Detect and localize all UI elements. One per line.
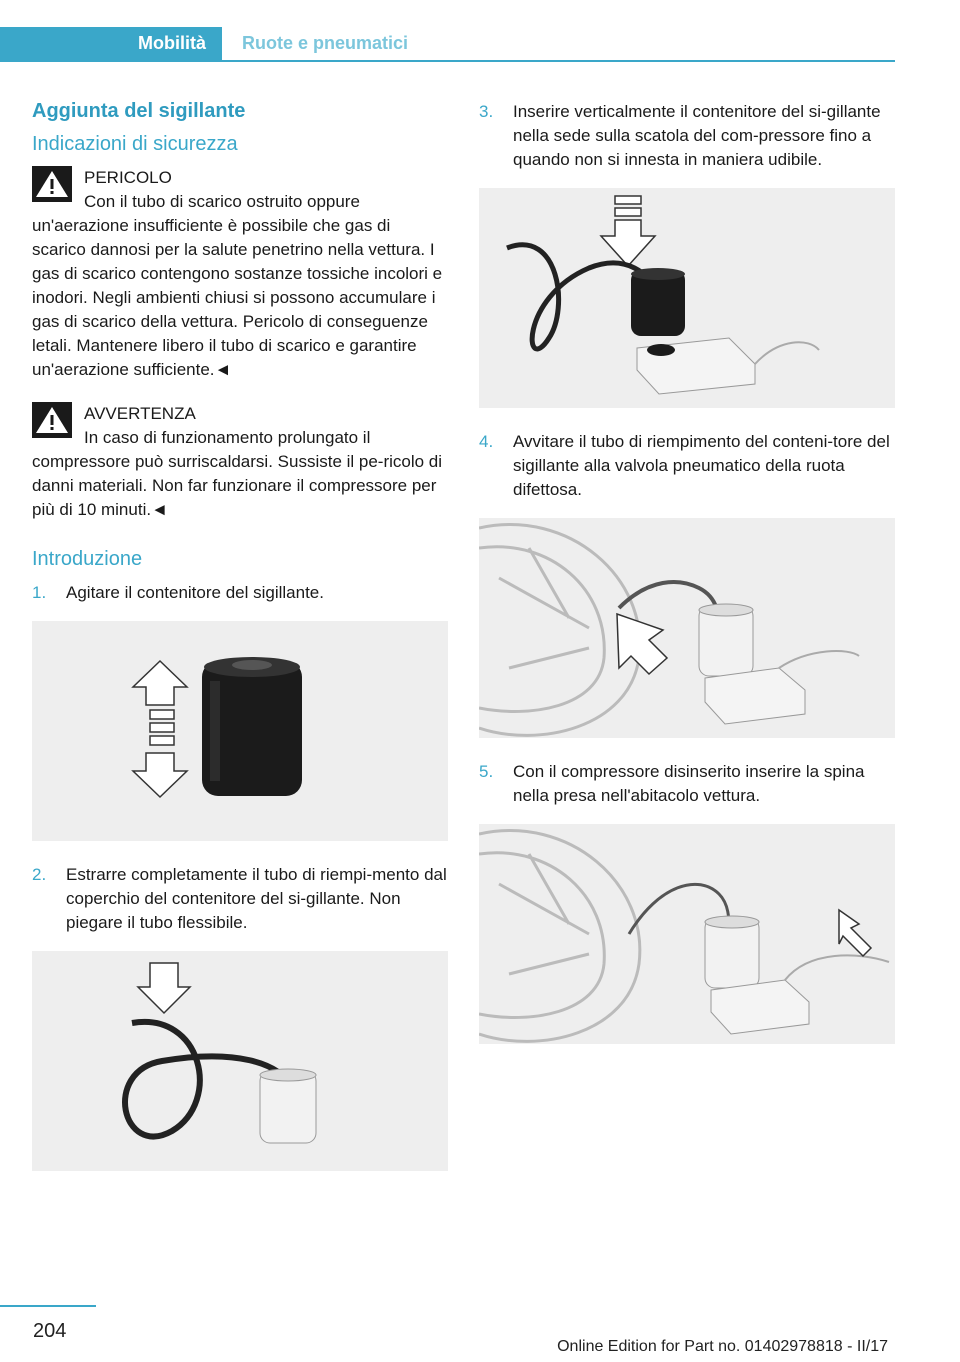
step-number: 5. [479,762,494,781]
sealant-bottle-icon [699,604,753,676]
step-item [479,430,895,502]
figure-insert-bottle [479,188,895,408]
sealant-bottle-icon [705,916,759,988]
power-cable [779,651,859,668]
right-column [479,100,895,1066]
step-item [479,760,895,808]
warning-text: Con il tubo di scarico ostruito oppure un'aerazione insufficiente è possibile che gas di scarico dannosi per la salute penetrino nella vettura. I gas di scarico contengono sostanze tossiche incolori e inodori. Negli ambienti chiusi si possono accumulare i gas di scarico della vettura. Pericolo di conseguenze letali. Mantenere libero il tubo di scarico e garantire un'aerazione sufficiente.◄ [32,192,443,379]
left-column [32,100,448,1193]
compressor-box-icon [637,338,755,394]
figure-connect-valve [479,518,895,738]
double-arrow-icon [133,661,187,797]
header-divider [0,60,895,62]
sealant-bottle-icon [260,1069,316,1143]
footer-divider [0,1305,96,1307]
warning-label: AVVERTENZA [84,404,196,423]
header-section-tab: Mobilità [0,27,222,60]
wheel-illustration [479,831,640,1042]
step-item [479,100,895,172]
down-arrow-icon [138,963,190,1013]
sealant-bottle-icon [202,657,302,796]
step-item [32,863,448,935]
step-number: 1. [32,583,47,602]
edition-note: Online Edition for Part no. 01402978818 - II/17 [557,1338,888,1355]
step-text: Avvitare il tubo di riempimento del conteni-tore del sigillante alla valvola pneumatico della ruota difettosa. [513,432,890,499]
step-number: 4. [479,432,494,451]
warning-text: In caso di funzionamento prolungato il compressore può surriscaldarsi. Sussiste il pe-ricolo di danni materiali. Non far funzionare il compressore per più di 10 minuti.◄ [32,428,443,519]
section-title: Aggiunta del sigillante [32,100,246,122]
step-item [32,581,448,605]
intro-heading: Introduzione [32,548,143,570]
diagonal-arrow-icon [839,910,871,956]
power-cable [755,342,819,364]
figure-shake-container [32,621,448,841]
warning-label: PERICOLO [84,168,172,187]
step-text: Inserire verticalmente il contenitore del si-gillante nella sede sulla scatola del com-pressore fino a quando non si innesta in maniera udibile. [513,102,881,169]
page-number: 204 [33,1320,67,1342]
header-subsection-tab: Ruote e pneumatici [242,33,409,53]
warning-danger [32,166,448,382]
step-text: Estrarre completamente il tubo di riempi-mento dal coperchio del contenitore del si-gillante. Non piegare il tubo flessibile. [66,865,447,932]
compressor-box-icon [705,668,805,724]
power-cable [785,955,889,980]
warning-triangle-icon [32,402,72,438]
warning-caution [32,402,448,522]
down-arrow-icon [601,196,655,266]
compressor-box-icon [711,980,809,1034]
warning-triangle-icon [32,166,72,202]
step-text: Agitare il contenitore del sigillante. [66,583,324,602]
figure-plug-in [479,824,895,1044]
safety-heading: Indicazioni di sicurezza [32,133,238,155]
figure-hose-extract [32,951,448,1171]
up-arrow-icon [617,614,667,674]
wheel-illustration [479,525,640,736]
step-text: Con il compressore disinserito inserire la spina nella presa nell'abitacolo vettura. [513,762,865,805]
step-number: 2. [32,865,47,884]
sealant-bottle-icon [631,268,685,336]
step-number: 3. [479,102,494,121]
